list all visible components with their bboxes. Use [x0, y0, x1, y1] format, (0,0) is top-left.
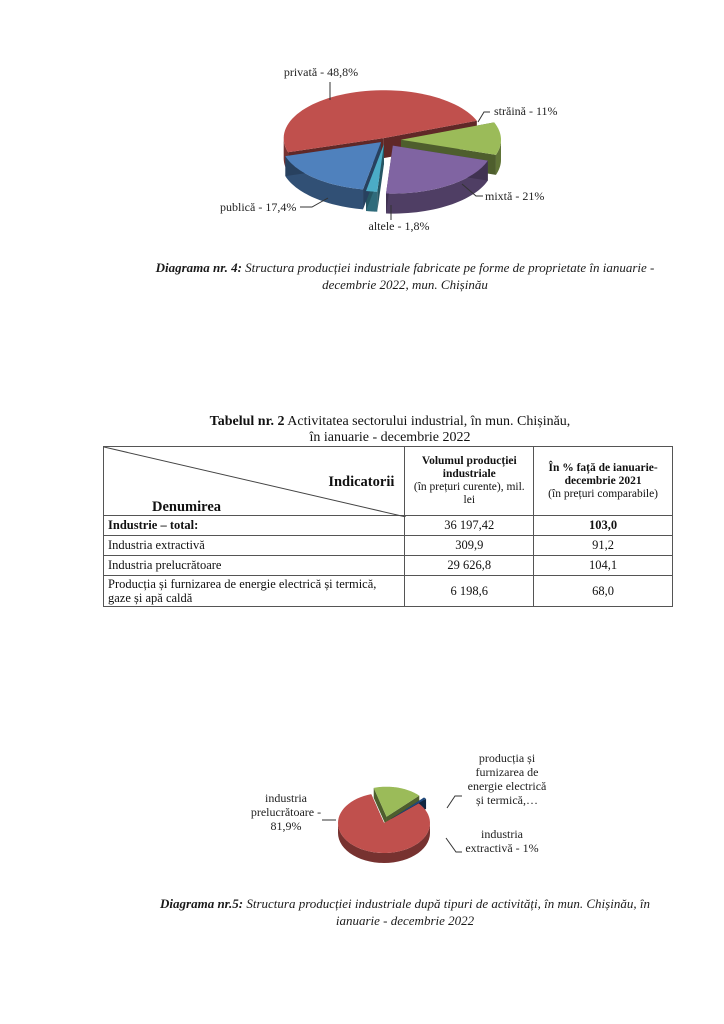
slice-label-prelucratoare: industria	[265, 791, 307, 805]
pie-chart-activity	[0, 740, 724, 880]
row-volume: 6 198,6	[405, 576, 534, 607]
row-percent: 103,0	[534, 516, 673, 536]
table2-title	[100, 414, 680, 446]
slice-label-extractiva: industria	[481, 827, 523, 841]
slice-label-altele: altele - 1,8%	[368, 219, 430, 233]
diagram4-caption	[140, 259, 670, 293]
pie-chart-ownership	[0, 0, 724, 250]
row-name: Industria prelucrătoare	[104, 556, 405, 576]
row-percent: 104,1	[534, 556, 673, 576]
slice-label-prelucratoare: prelucrătoare -	[250, 805, 322, 819]
leader-line	[446, 838, 462, 852]
row-name: Industria extractivă	[104, 536, 405, 556]
table2-title-line2: în ianuarie - decembrie 2022	[309, 430, 471, 445]
table-row	[104, 556, 673, 576]
slice-label-energie: și termică,…	[476, 793, 538, 807]
slice-label-privata: privată - 48,8%	[283, 65, 359, 79]
header-percent-unit: (în prețuri comparabile)	[548, 487, 659, 500]
diagram5-caption-text: Structura producției industriale după tipuri de activități, în mun. Chișinău, în ianuarie - decembrie 2022	[243, 896, 650, 928]
leader-line	[447, 796, 462, 808]
table-row	[104, 576, 673, 607]
diagram4-caption-label: Diagrama nr. 4:	[155, 260, 242, 275]
header-corner-cell	[104, 447, 405, 516]
row-name: Industrie – total:	[104, 516, 405, 536]
industrial-activity-table	[103, 446, 673, 607]
header-volume	[405, 447, 534, 516]
slice-label-mixta: mixtă - 21%	[485, 189, 545, 203]
row-name: Producția și furnizarea de energie electrică și termică, gaze și apă caldă	[104, 576, 405, 607]
header-volume-title: Volumul producției industriale	[421, 455, 517, 480]
slice-label-straina: străină - 11%	[494, 104, 558, 118]
table-row	[104, 536, 673, 556]
row-volume: 36 197,42	[405, 516, 534, 536]
table2-title-text: Activitatea sectorului industrial, în mun. Chișinău,	[284, 414, 571, 429]
row-percent: 91,2	[534, 536, 673, 556]
header-percent	[534, 447, 673, 516]
slice-label-energie: energie electrică	[467, 779, 547, 793]
diagram5-caption	[140, 895, 670, 929]
table-header-row	[104, 447, 673, 516]
row-percent: 68,0	[534, 576, 673, 607]
diagram5-caption-label: Diagrama nr.5:	[160, 896, 244, 911]
header-indicatorii: Indicatorii	[328, 474, 395, 490]
slice-label-publica: publică - 17,4%	[220, 200, 297, 214]
leader-line	[478, 112, 490, 122]
table2-title-label: Tabelul nr. 2	[209, 414, 285, 429]
row-volume: 309,9	[405, 536, 534, 556]
header-volume-unit: (în prețuri curente), mil. lei	[413, 481, 525, 506]
slice-label-energie: furnizarea de	[475, 765, 539, 779]
header-percent-title: În % față de ianuarie-decembrie 2021	[548, 461, 658, 487]
diagram4-caption-text: Structura producției industriale fabricate pe forme de proprietate în ianuarie - decembrie 2022, mun. Chișinău	[241, 260, 655, 292]
header-denumirea: Denumirea	[152, 499, 222, 515]
row-volume: 29 626,8	[405, 556, 534, 576]
table-row	[104, 516, 673, 536]
slice-label-extractiva: extractivă - 1%	[465, 841, 539, 855]
slice-label-energie: producția și	[478, 751, 536, 765]
slice-label-prelucratoare: 81,9%	[270, 819, 302, 833]
